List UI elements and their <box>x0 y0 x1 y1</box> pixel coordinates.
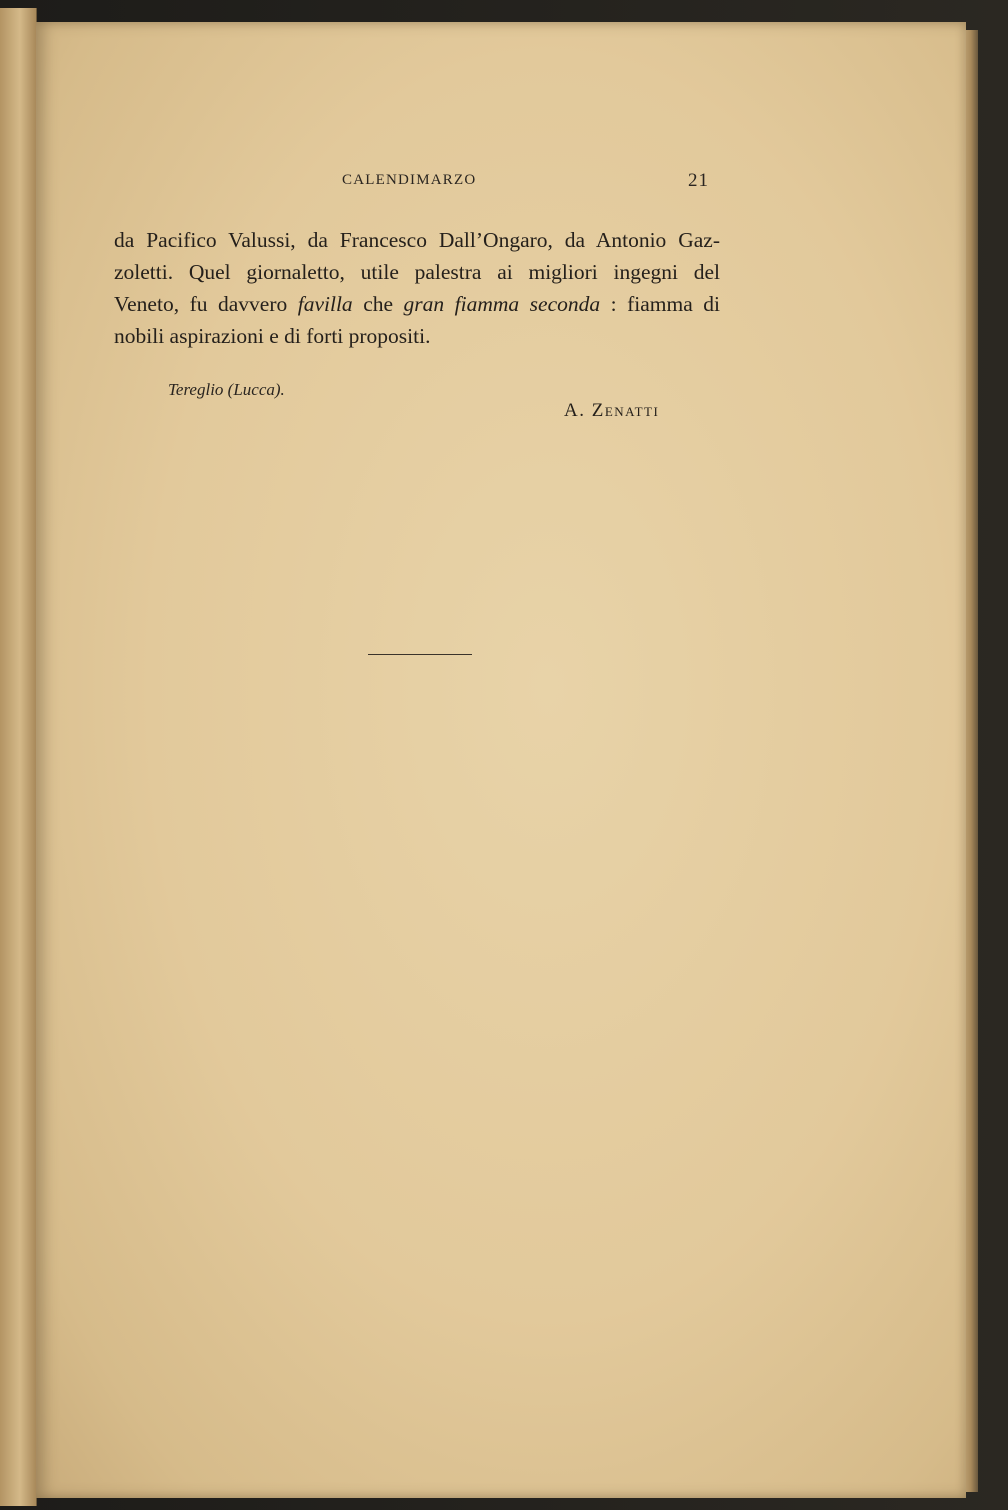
running-head <box>36 172 966 198</box>
body-line-3-text-a: Veneto, fu davvero <box>114 292 298 316</box>
page-number: 21 <box>688 170 709 191</box>
place-of-writing: Tereglio (Lucca). <box>168 380 285 399</box>
body-line-1: da Pacifico Valussi, da Francesco Dall’Ongaro, da Antonio Gaz- <box>114 228 720 252</box>
running-head-title: CALENDIMARZO <box>342 172 477 188</box>
body-line-3-italic-quote: gran fiamma seconda <box>403 292 601 316</box>
body-line-3-text-e: : fiamma di <box>600 292 720 316</box>
section-end-rule <box>368 654 472 655</box>
body-line-3-text-c: che <box>352 292 404 316</box>
body-line-4: nobili aspirazioni e di forti propositi. <box>114 324 431 348</box>
body-paragraph <box>114 224 720 352</box>
facing-page-edge <box>0 8 37 1506</box>
book-page <box>36 22 966 1498</box>
author-signature: A. Zenatti <box>564 400 660 421</box>
body-line-3-italic-favilla: favilla <box>297 292 353 316</box>
body-line-2: zoletti. Quel giornaletto, utile palestra ai migliori ingegni del <box>114 260 720 284</box>
body-line-3 <box>114 288 720 320</box>
